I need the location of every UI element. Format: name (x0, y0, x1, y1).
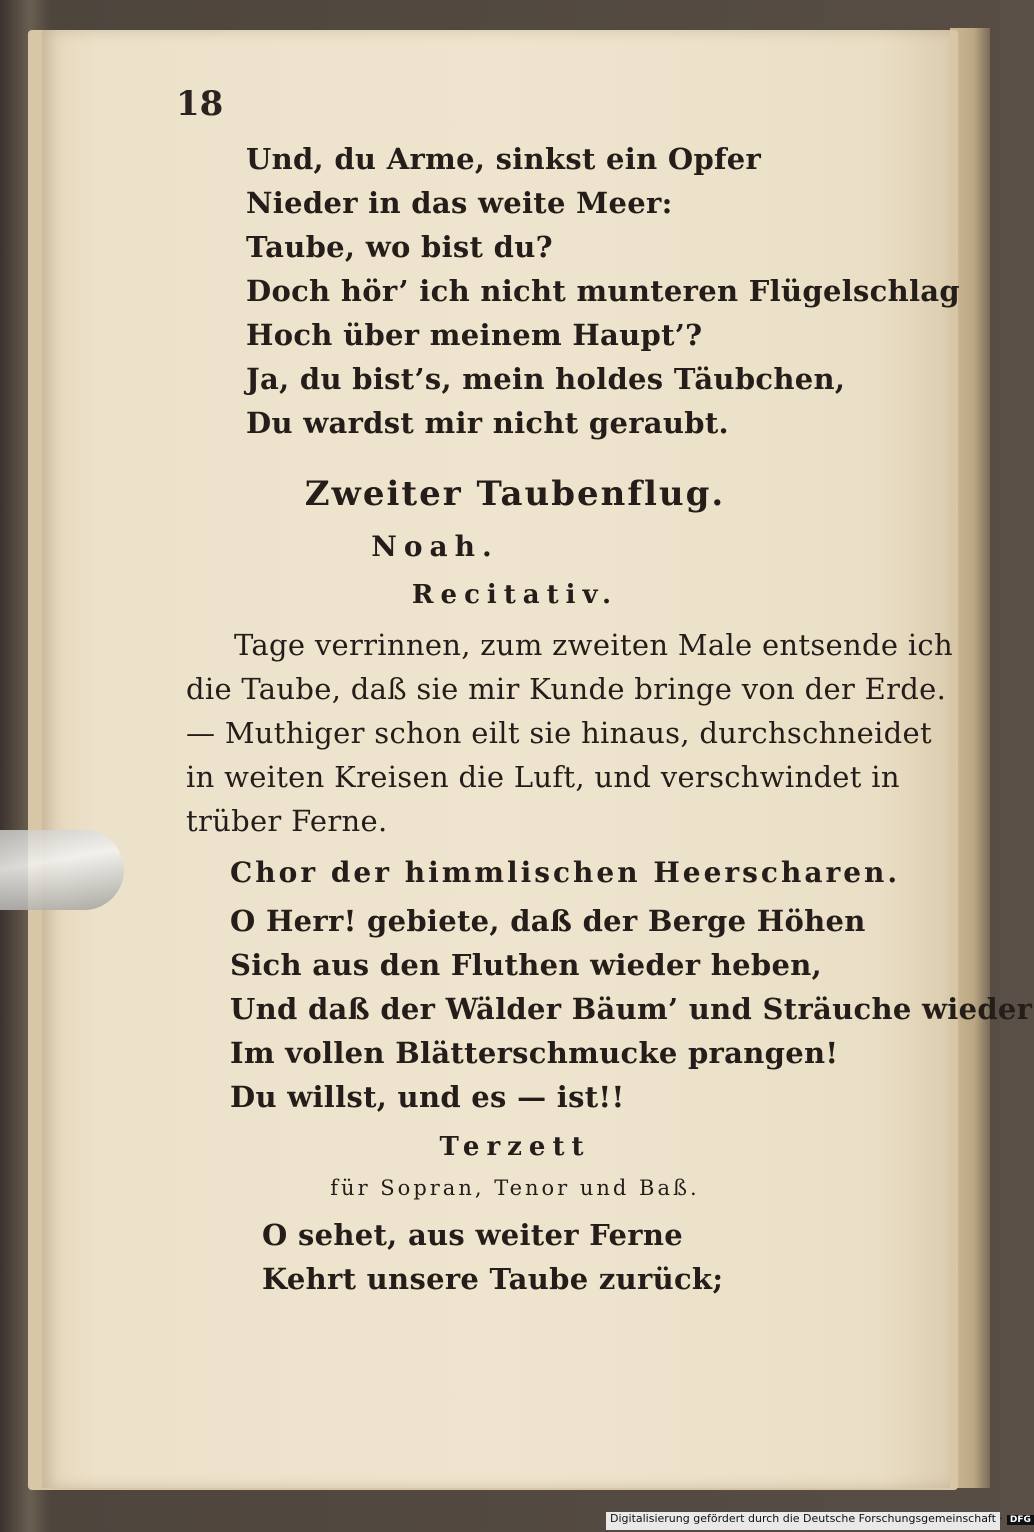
chorus-line: Sich aus den Fluthen wieder heben, (230, 948, 822, 982)
terzett-line: O sehet, aus weiter Ferne (262, 1218, 683, 1252)
speaker-name: Noah. (371, 530, 499, 563)
stanza-1-line: Hoch über meinem Haupt’? (246, 318, 703, 352)
chorus-label: Chor der himmlischen Heerscharen. (230, 856, 901, 889)
stanza-1-line: Und, du Arme, sinkst ein Opfer (246, 142, 762, 176)
recitative-line: Tage verrinnen, zum zweiten Male entsende ich (234, 628, 953, 662)
stanza-1-line: Taube, wo bist du? (246, 230, 553, 264)
page-number: 18 (176, 84, 224, 124)
recitative-line: — Muthiger schon eilt sie hinaus, durchschneidet (186, 716, 932, 750)
recitative-line: in weiten Kreisen die Luft, und verschwindet in (186, 760, 900, 794)
page-clip (0, 830, 124, 910)
footer-credit (606, 1512, 1031, 1530)
recitative-line: die Taube, daß sie mir Kunde bringe von der Erde. (186, 672, 947, 706)
stanza-1-line: Doch hör’ ich nicht munteren Flügelschlag (246, 274, 960, 308)
terzett-line: Kehrt unsere Taube zurück; (262, 1262, 724, 1296)
stanza-1-line: Du wardst mir nicht geraubt. (246, 406, 729, 440)
section-title: Zweiter Taubenflug. (304, 474, 726, 514)
chorus-line: O Herr! gebiete, daß der Berge Höhen (230, 904, 866, 938)
terzett-label: Terzett (439, 1132, 591, 1162)
terzett-subtitle: für Sopran, Tenor und Baß. (330, 1176, 700, 1200)
stanza-1-line: Nieder in das weite Meer: (246, 186, 673, 220)
footer-text: Digitalisierung gefördert durch die Deutsche Forschungsgemeinschaft · (610, 1512, 1003, 1525)
chorus-line: Und daß der Wälder Bäum’ und Sträuche wieder (230, 992, 1033, 1026)
stanza-1-line: Ja, du bist’s, mein holdes Täubchen, (246, 362, 846, 396)
recitative-label: Recitativ. (411, 580, 619, 610)
chorus-line: Im vollen Blätterschmucke prangen! (230, 1036, 839, 1070)
recitative-line: trüber Ferne. (186, 804, 388, 838)
dfg-logo: DFG (1007, 1515, 1034, 1525)
chorus-line: Du willst, und es — ist!! (230, 1080, 625, 1114)
